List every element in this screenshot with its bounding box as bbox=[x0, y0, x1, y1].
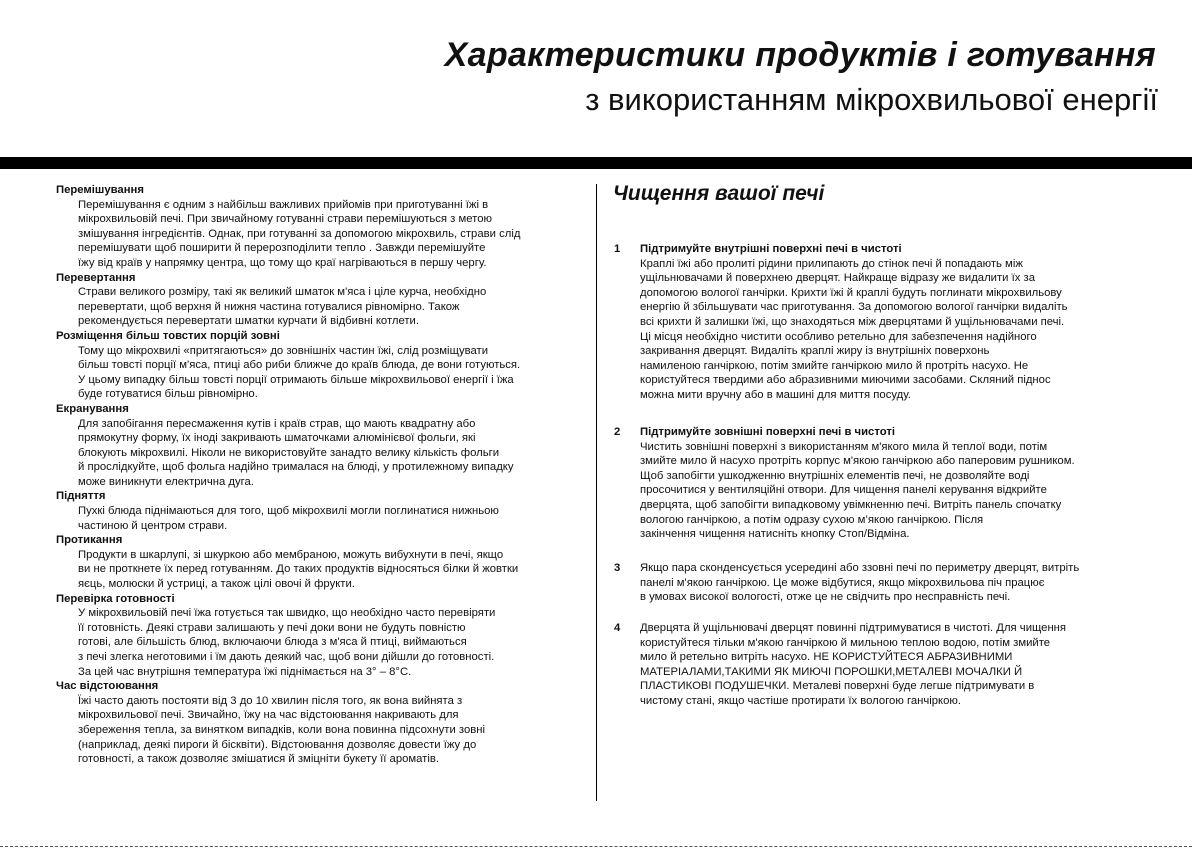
text-line: рекомендується перевертати шматки курчати й відбивні котлети. bbox=[78, 315, 420, 328]
text-line: змийте мило й насухо протріть корпус м'якою ганчіркою або паперовим рушником. bbox=[640, 455, 1075, 468]
text-line: чистому стані, якщо частіше протирати їх вологою ганчіркою. bbox=[640, 694, 961, 707]
text-line: (наприклад, деякі пироги й бісквіти). Відстоювання дозволяє довести їжу до bbox=[78, 738, 477, 751]
text-line: ви не проткнете їх перед готуванням. До таких продуктів відносяться білки й жовтки bbox=[78, 563, 519, 576]
text-line: мікрохвильової печі. Звичайно, їжу на час відстоювання накривають для bbox=[78, 709, 459, 722]
text-line: Перемішування є одним з найбільш важливих прийомів при приготуванні їжі в bbox=[78, 198, 489, 211]
text-line: мило й ретельно витріть насухо. НЕ КОРИСТУЙТЕСЯ АБРАЗИВНИМИ bbox=[640, 651, 1013, 664]
section-title: Перевірка готовності bbox=[56, 592, 175, 605]
text-line: готовності, а також дозволяє змішатися й зміцніти букету її ароматів. bbox=[78, 753, 440, 766]
text-line: вологою ганчіркою, а потім одразу сухою м’якою ганчіркою. Після bbox=[640, 513, 984, 526]
text-line: Щоб запобігти ушкодженню внутрішніх елементів печі, не дозволяйте воді bbox=[640, 469, 1030, 482]
item-number: 3 bbox=[614, 562, 621, 574]
item-number: 2 bbox=[614, 426, 621, 438]
text-line: намиленою ганчіркою, потім змийте ганчіркою мило й протріть насухо. Не bbox=[640, 359, 1029, 372]
text-line: мікрохвильовій печі. При звичайному готуванні страви перемішуються з метою bbox=[78, 213, 492, 226]
page-bottom-line bbox=[0, 846, 1192, 847]
section-body bbox=[78, 285, 594, 329]
text-line: Страви великого розміру, такі як великий шматок м'яса і ціле курча, необхідно bbox=[78, 286, 487, 299]
text-line: готові, але більшість блюд, включаючи блюда з м'яса й птиці, виймаються bbox=[78, 636, 467, 649]
section-doneness bbox=[56, 592, 594, 680]
text-line: перевертати, щоб верхня й нижня частина готувалися рівномірно. Також bbox=[78, 300, 460, 313]
item-content bbox=[640, 242, 1174, 403]
text-line: Продукти в шкарлупі, зі шкуркою або мембраною, можуть вибухнути в печі, якщо bbox=[78, 548, 504, 561]
section-elevating bbox=[56, 489, 594, 533]
column-divider bbox=[596, 184, 597, 801]
item-number: 1 bbox=[614, 243, 621, 255]
text-line: За цей час внутрішня температура їжі піднімається на 3° – 8°C. bbox=[78, 665, 412, 678]
section-standing-time bbox=[56, 679, 594, 767]
section-body bbox=[78, 198, 594, 271]
section-body bbox=[78, 694, 594, 767]
cleaning-item-3 bbox=[614, 561, 1174, 605]
text-line: й прослідкуйте, щоб фольга надійно трималася на блюді, у протилежному випадку bbox=[78, 461, 514, 474]
section-turning bbox=[56, 271, 594, 329]
text-line: дверцята, щоб запобігти випадковому увімкненню печі. Витріть панель спочатку bbox=[640, 498, 1062, 511]
cleaning-title: Чищення вашої печі bbox=[613, 182, 825, 205]
text-line: Ці місця необхідно чистити особливо ретельно для забезпечення надійного bbox=[640, 330, 1037, 343]
text-line: Для запобігання пересмаження кутів і країв страв, що мають квадратну або bbox=[78, 417, 476, 430]
text-line: Краплі їжі або пролиті рідини прилипають до стінок печі й попадають між bbox=[640, 257, 1023, 270]
text-line: У мікрохвильовій печі їжа готується так швидко, що необхідно часто перевіряти bbox=[78, 607, 496, 620]
text-line: буде готуватися більш рівномірно. bbox=[78, 388, 258, 401]
header-rule bbox=[0, 157, 1192, 169]
text-line: Пухкі блюда піднімаються для того, щоб мікрохвилі могли поглинатися нижньою bbox=[78, 505, 499, 518]
text-line: ПЛАСТИКОВІ ПОДУШЕЧКИ. Металеві поверхні буде легше підтримувати в bbox=[640, 680, 1035, 693]
text-line: її готовність. Деякі страви залишають у печі доки вони не будуть повністю bbox=[78, 621, 466, 634]
cleaning-item-4 bbox=[614, 621, 1174, 709]
page-title: Характеристики продуктів і готування bbox=[444, 36, 1156, 74]
item-content bbox=[640, 561, 1174, 605]
page-subtitle: з використанням мікрохвильової енергії bbox=[585, 82, 1158, 117]
text-line: збереження тепла, за винятком випадків, коли вона повинна підсохнути зовні bbox=[78, 723, 485, 736]
text-line: панелі м'якою ганчіркою. Це може відбутися, якщо мікрохвильова піч працює bbox=[640, 576, 1045, 589]
text-line: більш товсті порції м'яса, птиці або риби ближче до країв блюда, де вони готуються. bbox=[78, 359, 521, 372]
text-line: енергію й збільшувати час приготування. За допомогою вологої ганчірки видаліть bbox=[640, 301, 1068, 314]
text-line: Чистить зовнішні поверхні з використанням м'якого мила й теплої води, потім bbox=[640, 440, 1048, 453]
text-line: блокують мікрохвилі. Ніколи не використовуйте занадто велику кількість фольги bbox=[78, 446, 500, 459]
text-line: яєць, молюски й устриці, а також цілі овочі й фрукти. bbox=[78, 578, 355, 591]
text-line: ущільнювачами й поверхнею дверцят. Найкраще відразу же видалити їх за bbox=[640, 272, 1036, 285]
section-shielding bbox=[56, 402, 594, 490]
item-content bbox=[640, 621, 1174, 709]
section-title: Розміщення більш товстих порцій зовні bbox=[56, 329, 280, 342]
text-line: користуйтеся тільки м'якою ганчіркою й мильною теплою водою, потім змийте bbox=[640, 636, 1051, 649]
text-line: можна мити вручну або в машині для миття посуду. bbox=[640, 388, 911, 401]
text-line: може виникнути електрична дуга. bbox=[78, 475, 254, 488]
text-line: всі крихти й залишки їжі, що знаходяться між дверцятами й ущільнювачами печі. bbox=[640, 315, 1065, 328]
text-line: закінчення чищення натисніть кнопку Стоп/Відміна. bbox=[640, 528, 910, 541]
item-heading: Підтримуйте зовнішні поверхні печі в чистоті bbox=[640, 426, 895, 438]
text-line: частиною й центром страви. bbox=[78, 519, 228, 532]
text-line: Тому що мікрохвилі «притягаються» до зовнішніх частин їжі, слід розміщувати bbox=[78, 344, 489, 357]
section-body bbox=[78, 548, 594, 592]
section-thick-portions bbox=[56, 329, 594, 402]
text-line: МАТЕРІАЛАМИ,ТАКИМИ ЯК МИЮЧІ ПОРОШКИ,МЕТАЛЕВІ МОЧАЛКИ Й bbox=[640, 665, 1023, 678]
item-heading: Підтримуйте внутрішні поверхні печі в чистоті bbox=[640, 243, 902, 255]
text-line: в умовах високої вологості, отже це не свідчить про несправність печі. bbox=[640, 591, 1011, 604]
text-line: Якщо пара сконденсується усередині або ззовні печі по периметру дверцят, витріть bbox=[640, 562, 1080, 574]
text-line: користуйтеся твердими або абразивними миючими засобами. Скляний піднос bbox=[640, 374, 1051, 387]
text-line: У цьому випадку більш товсті порції отримають більше мікрохвильової енергії і їжа bbox=[78, 373, 514, 386]
text-line: з печі злегка неготовими і їм дають деякий час, щоб вони дійшли до готовності. bbox=[78, 651, 495, 663]
text-line: прямокутну форму, їх іноді закривають шматочками алюмінієвої фольги, які bbox=[78, 432, 476, 445]
section-title: Протикання bbox=[56, 534, 123, 547]
section-title: Перемішування bbox=[56, 184, 144, 196]
text-line: Дверцята й ущільнювачі дверцят повинні підтримуватися в чистоті. Для чищення bbox=[640, 622, 1067, 634]
item-number: 4 bbox=[614, 622, 621, 634]
section-stirring bbox=[56, 183, 594, 271]
text-line: Їжі часто дають постояти від 3 до 10 хвилин після того, як вона вийнята з bbox=[78, 694, 463, 707]
section-title: Підняття bbox=[56, 490, 106, 503]
text-line: перемішувати щоб поширити й перерозподілити тепло . Завжди перемішуйте bbox=[78, 242, 486, 255]
text-line: змішування інгредієнтів. Однак, при готуванні за допомогою мікрохвиль, страви слід bbox=[78, 227, 521, 240]
section-title: Екранування bbox=[56, 402, 129, 415]
section-body bbox=[78, 606, 594, 679]
section-title: Час відстоювання bbox=[56, 680, 159, 693]
text-line: їжу від країв у напрямку центра, що тому що краї нагріваються в першу чергу. bbox=[78, 256, 487, 269]
text-line: закривання дверцят. Видаліть краплі жиру із внутрішніх поверхонь bbox=[640, 345, 990, 358]
section-piercing bbox=[56, 533, 594, 591]
text-line: просочитися у вентиляційні отвори. Для чищення панелі керування відкрийте bbox=[640, 484, 1047, 497]
left-column bbox=[56, 183, 594, 767]
section-body bbox=[78, 417, 594, 490]
item-content bbox=[640, 425, 1174, 542]
section-body bbox=[78, 344, 594, 402]
cleaning-item-1 bbox=[614, 242, 1174, 403]
section-body bbox=[78, 504, 594, 533]
section-title: Перевертання bbox=[56, 271, 136, 284]
text-line: допомогою вологої ганчірки. Крихти їжі й краплі будуть поглинати мікрохвильову bbox=[640, 286, 1062, 299]
cleaning-item-2 bbox=[614, 425, 1174, 542]
